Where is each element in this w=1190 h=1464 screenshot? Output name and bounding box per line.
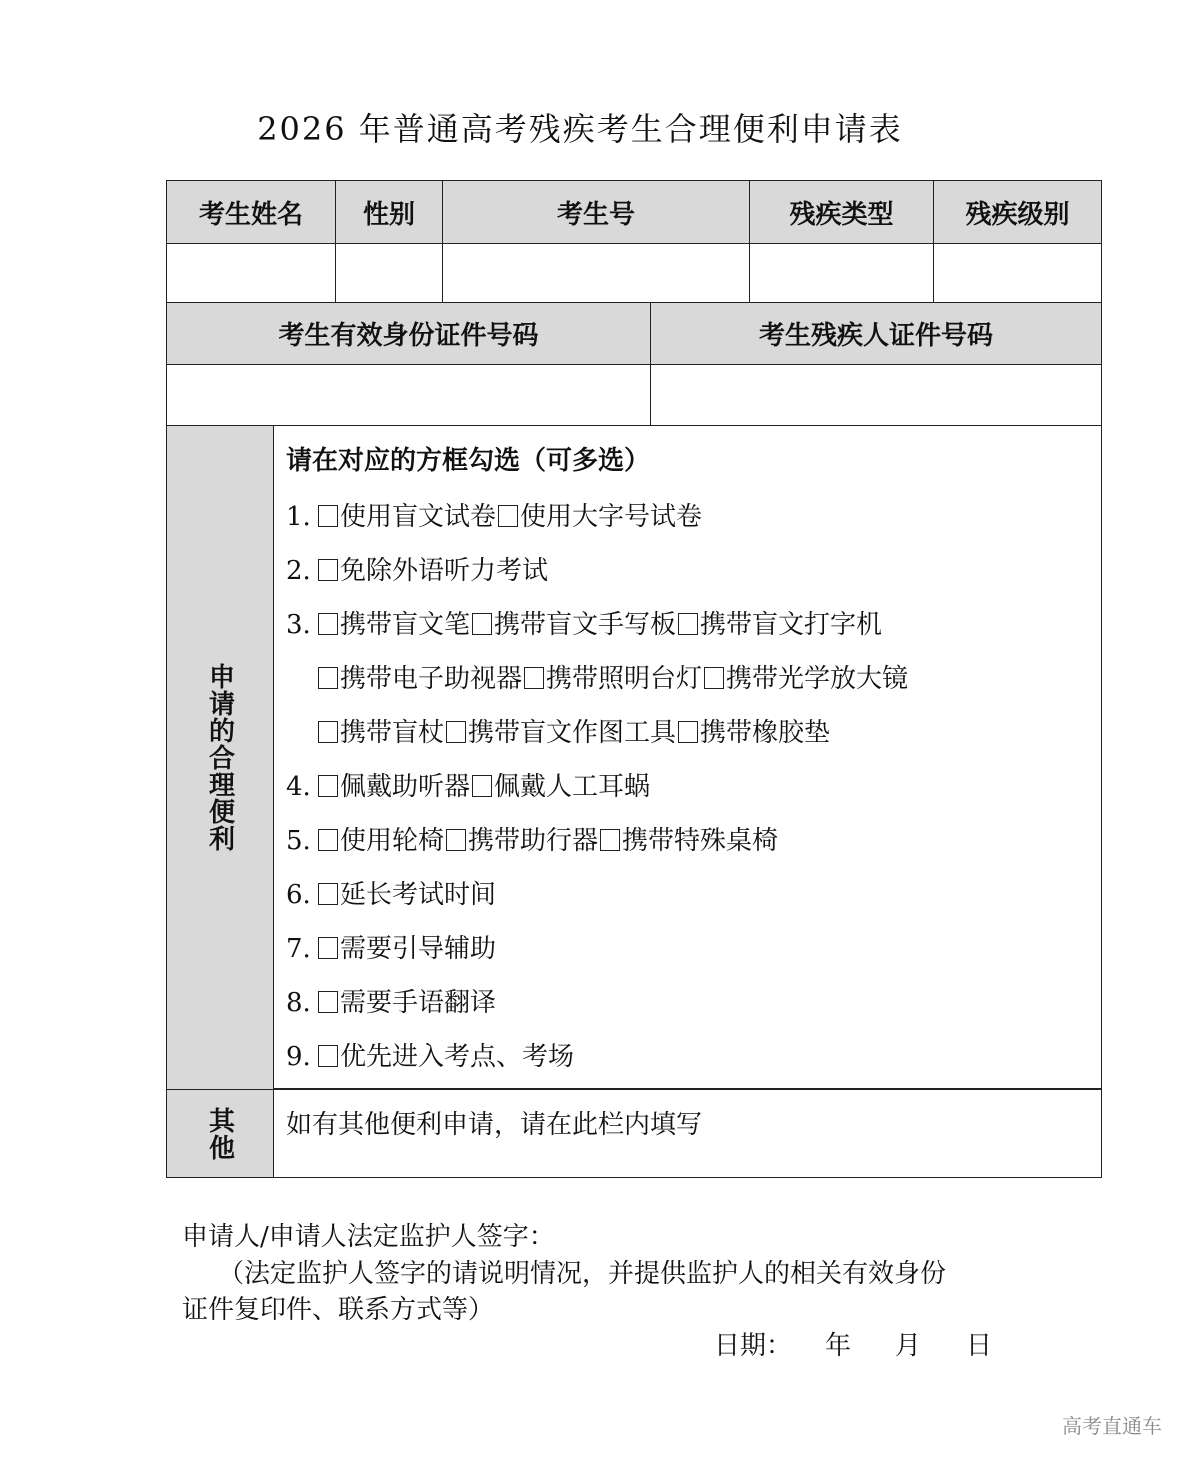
option-checkbox[interactable] — [316, 502, 496, 532]
option-label: 使用轮椅 — [340, 826, 445, 856]
header-disability-cert-number: 考生残疾人证件号码 — [650, 302, 1102, 365]
checkbox-icon[interactable] — [446, 721, 466, 743]
option-number: 6. — [286, 880, 311, 910]
option-label: 需要手语翻译 — [340, 988, 497, 1018]
option-checkbox[interactable] — [676, 718, 830, 748]
checkbox-icon[interactable] — [318, 829, 338, 851]
option-number: 8. — [286, 988, 311, 1018]
option-number: 7. — [286, 934, 311, 964]
option-number: 9. — [286, 1042, 311, 1072]
option-line — [286, 766, 650, 803]
option-label: 携带电子助视器 — [340, 664, 523, 694]
option-checkbox[interactable] — [598, 826, 778, 856]
checkbox-icon[interactable] — [678, 721, 698, 743]
option-line — [286, 982, 496, 1019]
option-number: 1. — [286, 502, 311, 532]
option-label: 使用大字号试卷 — [520, 502, 703, 532]
option-checkbox[interactable] — [316, 988, 496, 1018]
option-checkbox[interactable] — [316, 934, 496, 964]
option-line — [286, 604, 882, 641]
option-label: 优先进入考点、考场 — [340, 1042, 575, 1072]
option-label: 需要引导辅助 — [340, 934, 497, 964]
gender-field[interactable] — [335, 243, 443, 303]
option-line — [286, 820, 778, 857]
option-checkbox[interactable] — [316, 610, 470, 640]
option-line — [286, 496, 702, 533]
option-label: 携带助行器 — [468, 826, 599, 856]
date-year: 年 — [825, 1331, 852, 1361]
option-checkbox[interactable] — [444, 826, 598, 856]
checkbox-icon[interactable] — [318, 559, 338, 581]
option-line — [286, 658, 908, 695]
checkbox-icon[interactable] — [318, 667, 338, 689]
checkbox-icon[interactable] — [318, 505, 338, 527]
option-number: 5. — [286, 826, 311, 856]
instruction: 请在对应的方框勾选（可多选） — [286, 446, 651, 476]
other-label: 其他 — [204, 1106, 235, 1161]
header-id-number: 考生有效身份证件号码 — [166, 302, 651, 365]
option-label: 携带盲文笔 — [340, 610, 471, 640]
option-line — [286, 550, 548, 587]
option-checkbox[interactable] — [316, 772, 470, 802]
checkbox-icon[interactable] — [600, 829, 620, 851]
option-label: 携带盲文作图工具 — [468, 718, 677, 748]
note-line-2: 证件复印件、联系方式等） — [182, 1295, 495, 1325]
exam-number-field[interactable] — [442, 243, 750, 303]
option-checkbox[interactable] — [676, 610, 882, 640]
checkbox-icon[interactable] — [318, 613, 338, 635]
checkbox-icon[interactable] — [524, 667, 544, 689]
option-label: 携带盲杖 — [340, 718, 445, 748]
option-line — [286, 1036, 574, 1073]
option-checkbox[interactable] — [444, 718, 676, 748]
option-label: 延长考试时间 — [340, 880, 497, 910]
option-line — [286, 712, 830, 749]
option-line — [286, 928, 496, 965]
option-checkbox[interactable] — [702, 664, 908, 694]
option-checkbox[interactable] — [470, 772, 650, 802]
checkbox-icon[interactable] — [318, 721, 338, 743]
option-label: 携带光学放大镜 — [726, 664, 909, 694]
option-label: 佩戴人工耳蜗 — [494, 772, 651, 802]
header-gender: 性别 — [335, 180, 443, 244]
section-label-cell — [166, 425, 274, 1090]
option-label: 使用盲文试卷 — [340, 502, 497, 532]
watermark: 高考直通车 — [1062, 1414, 1162, 1438]
other-label-cell — [166, 1089, 274, 1178]
option-checkbox[interactable] — [496, 502, 702, 532]
checkbox-icon[interactable] — [318, 775, 338, 797]
option-checkbox[interactable] — [316, 556, 548, 586]
header-name: 考生姓名 — [166, 180, 336, 244]
date-month: 月 — [895, 1331, 922, 1361]
checkbox-icon[interactable] — [704, 667, 724, 689]
signature-label: 申请人/申请人法定监护人签字： — [182, 1222, 555, 1252]
checkbox-icon[interactable] — [318, 1045, 338, 1067]
option-checkbox[interactable] — [470, 610, 676, 640]
option-number: 4. — [286, 772, 311, 802]
option-number: 3. — [286, 610, 311, 640]
checkbox-icon[interactable] — [318, 991, 338, 1013]
note-line-1: （法定监护人签字的请说明情况，并提供监护人的相关有效身份 — [218, 1259, 947, 1289]
header-disability-type: 残疾类型 — [749, 180, 934, 244]
option-label: 携带橡胶垫 — [700, 718, 831, 748]
option-checkbox[interactable] — [316, 718, 444, 748]
option-label: 佩戴助听器 — [340, 772, 471, 802]
checkbox-icon[interactable] — [318, 937, 338, 959]
disability-cert-number-field[interactable] — [650, 364, 1102, 426]
option-line — [286, 874, 496, 911]
option-label: 携带特殊桌椅 — [622, 826, 779, 856]
option-label: 携带盲文手写板 — [494, 610, 677, 640]
option-label: 携带照明台灯 — [546, 664, 703, 694]
name-field[interactable] — [166, 243, 336, 303]
other-placeholder: 如有其他便利申请，请在此栏内填写 — [286, 1110, 703, 1140]
checkbox-icon[interactable] — [318, 883, 338, 905]
option-number: 2. — [286, 556, 311, 586]
disability-level-field[interactable] — [933, 243, 1102, 303]
disability-type-field[interactable] — [749, 243, 934, 303]
other-field[interactable] — [273, 1089, 1102, 1178]
option-checkbox[interactable] — [316, 664, 522, 694]
form-title: 2026 年普通高考残疾考生合理便利申请表 — [257, 110, 903, 148]
checkbox-icon[interactable] — [678, 613, 698, 635]
accommodation-options — [273, 425, 1102, 1089]
option-checkbox[interactable] — [316, 880, 496, 910]
checkbox-icon[interactable] — [498, 505, 518, 527]
option-checkbox[interactable] — [316, 826, 444, 856]
header-disability-level: 残疾级别 — [933, 180, 1102, 244]
date-label: 日期： — [714, 1331, 793, 1361]
option-label: 携带盲文打字机 — [700, 610, 883, 640]
checkbox-icon[interactable] — [472, 775, 492, 797]
date-day: 日 — [966, 1331, 993, 1361]
checkbox-icon[interactable] — [472, 613, 492, 635]
option-checkbox[interactable] — [522, 664, 702, 694]
header-exam-number: 考生号 — [442, 180, 750, 244]
section-label: 申请的合理便利 — [204, 663, 235, 852]
id-number-field[interactable] — [166, 364, 651, 426]
option-label: 免除外语听力考试 — [340, 556, 549, 586]
checkbox-icon[interactable] — [446, 829, 466, 851]
option-checkbox[interactable] — [316, 1042, 574, 1072]
